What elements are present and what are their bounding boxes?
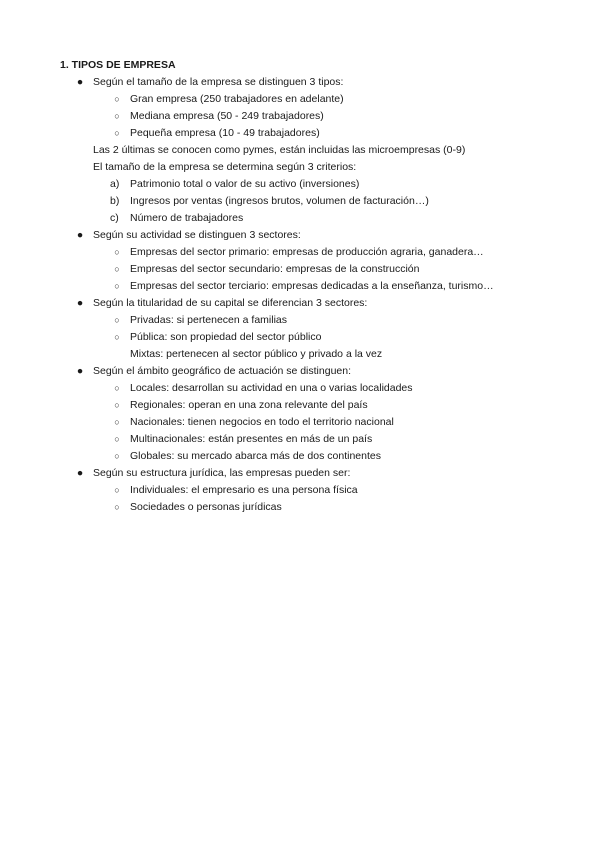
bullet-ownership-text: Según la titularidad de su capital se diferencian 3 sectores: bbox=[93, 297, 368, 309]
criterion-text: Patrimonio total o valor de su activo (inversiones) bbox=[130, 178, 360, 190]
circle-bullet: ○ bbox=[114, 400, 120, 410]
scope-item: Locales: desarrollan su actividad en una o varias localidades bbox=[130, 382, 413, 394]
size-item: Mediana empresa (50 - 249 trabajadores) bbox=[130, 110, 324, 122]
criterion-letter: b) bbox=[110, 195, 120, 207]
scope-item: Nacionales: tienen negocios en todo el territorio nacional bbox=[130, 416, 394, 428]
circle-bullet: ○ bbox=[114, 332, 120, 342]
criterion-text: Ingresos por ventas (ingresos brutos, volumen de facturación…) bbox=[130, 195, 429, 207]
circle-bullet: ○ bbox=[114, 383, 120, 393]
size-note-pymes: Las 2 últimas se conocen como pymes, están incluidas las microempresas (0-9) bbox=[93, 144, 466, 156]
bullet-dot: ● bbox=[76, 467, 84, 479]
circle-bullet: ○ bbox=[114, 94, 120, 104]
bullet-dot: ● bbox=[76, 229, 84, 241]
scope-item: Globales: su mercado abarca más de dos continentes bbox=[130, 450, 381, 462]
size-item: Gran empresa (250 trabajadores en adelante) bbox=[130, 93, 344, 105]
circle-bullet: ○ bbox=[114, 502, 120, 512]
circle-bullet: ○ bbox=[114, 485, 120, 495]
bullet-dot: ● bbox=[76, 365, 84, 377]
bullet-size-text: Según el tamaño de la empresa se distinguen 3 tipos: bbox=[93, 76, 344, 88]
bullet-legal-text: Según su estructura jurídica, las empresas pueden ser: bbox=[93, 467, 351, 479]
bullet-activity-text: Según su actividad se distinguen 3 sectores: bbox=[93, 229, 301, 241]
criterion-letter: c) bbox=[110, 212, 119, 224]
ownership-mixed: Mixtas: pertenecen al sector público y privado a la vez bbox=[130, 348, 383, 360]
circle-bullet: ○ bbox=[114, 111, 120, 121]
bullet-dot: ● bbox=[76, 297, 84, 309]
ownership-item: Privadas: si pertenecen a familias bbox=[130, 314, 287, 326]
circle-bullet: ○ bbox=[114, 281, 120, 291]
bullet-dot: ● bbox=[76, 76, 84, 88]
circle-bullet: ○ bbox=[114, 315, 120, 325]
circle-bullet: ○ bbox=[114, 417, 120, 427]
circle-bullet: ○ bbox=[114, 128, 120, 138]
legal-item: Sociedades o personas jurídicas bbox=[130, 501, 282, 513]
circle-bullet: ○ bbox=[114, 451, 120, 461]
activity-item: Empresas del sector secundario: empresas de la construcción bbox=[130, 263, 420, 275]
ownership-item: Pública: son propiedad del sector público bbox=[130, 331, 322, 343]
activity-item: Empresas del sector terciario: empresas dedicadas a la enseñanza, turismo… bbox=[130, 280, 494, 292]
circle-bullet: ○ bbox=[114, 434, 120, 444]
size-note-criteria: El tamaño de la empresa se determina según 3 criterios: bbox=[93, 161, 357, 173]
criterion-letter: a) bbox=[110, 178, 120, 190]
criterion-text: Número de trabajadores bbox=[130, 212, 244, 224]
legal-item: Individuales: el empresario es una persona física bbox=[130, 484, 358, 496]
section-title: 1. TIPOS DE EMPRESA bbox=[60, 59, 176, 71]
circle-bullet: ○ bbox=[114, 247, 120, 257]
activity-item: Empresas del sector primario: empresas de producción agraria, ganadera… bbox=[130, 246, 484, 258]
bullet-scope-text: Según el ámbito geográfico de actuación se distinguen: bbox=[93, 365, 352, 377]
scope-item: Multinacionales: están presentes en más de un país bbox=[130, 433, 373, 445]
scope-item: Regionales: operan en una zona relevante del país bbox=[130, 399, 368, 411]
circle-bullet: ○ bbox=[114, 264, 120, 274]
size-item: Pequeña empresa (10 - 49 trabajadores) bbox=[130, 127, 320, 139]
